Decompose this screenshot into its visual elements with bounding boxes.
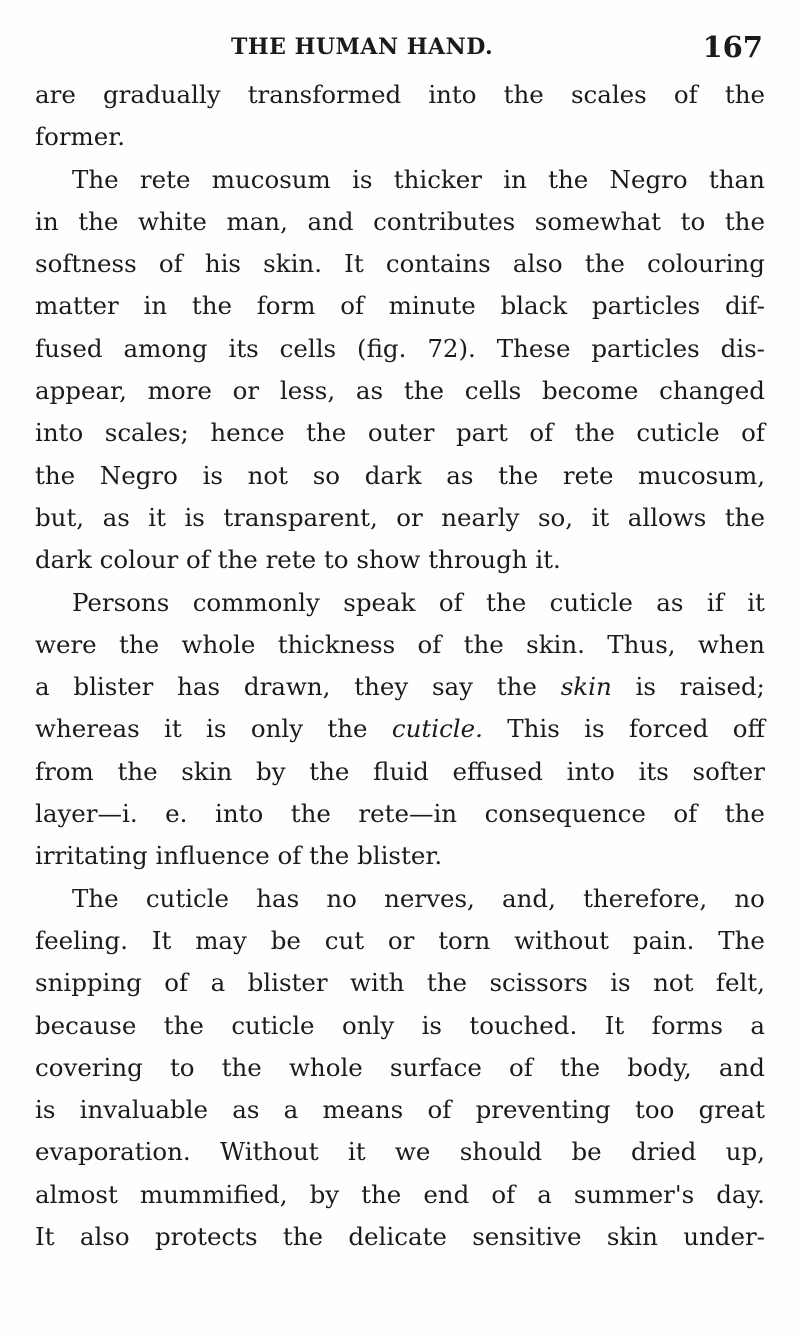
word: without [514,925,609,955]
word: white [137,206,207,236]
word: of [438,587,463,617]
word: it [164,714,182,744]
word: with [350,968,405,998]
word: colour [99,545,179,575]
word: speak [343,587,416,617]
word: the [463,629,504,659]
word: should [459,1137,543,1167]
text-line [35,1216,765,1258]
word: the [327,714,368,744]
word: in [503,164,527,194]
word: as [102,502,130,532]
word: allows [627,502,707,532]
word: The [72,164,119,194]
word: Negro [609,164,688,194]
word: blister. [357,841,443,871]
word: skin. [263,249,322,279]
word: invaluable [79,1095,208,1125]
word: in [35,206,59,236]
text-line [35,243,765,285]
word: e. [165,799,188,829]
word: the [498,460,539,490]
word: dif- [724,291,765,321]
word: less, [279,376,336,406]
word: The [718,925,765,955]
word: cuticle [231,1010,315,1040]
word: day. [716,1179,765,1209]
word: appear, [35,376,127,406]
word: and, [502,883,556,913]
word: from [35,756,94,786]
word: It [151,925,172,955]
word: as [656,587,684,617]
word: is [635,672,656,702]
word: the [117,756,158,786]
word: preventing [475,1095,611,1125]
word: no [734,883,765,913]
word: particles [591,291,701,321]
word: almost [35,1179,118,1209]
word: the [496,672,537,702]
word: cuticle [549,587,633,617]
word: drawn, [243,672,331,702]
text-line [35,708,765,750]
word: cut [324,925,365,955]
word: but, [35,502,85,532]
word: it [591,502,610,532]
running-title: THE HUMAN HAND. [231,34,494,60]
word: of [673,80,698,109]
word: skin. [526,629,585,659]
word: fluid [373,756,429,786]
word: scales [570,80,647,109]
word: a [283,1095,299,1125]
word: the [486,587,527,617]
word: off [732,714,765,744]
text-line [35,666,765,708]
word: consequence [484,799,646,829]
word: the [724,80,765,109]
word: into [214,799,264,829]
text-line [35,1174,765,1216]
word: influence [155,841,270,871]
word: dried [630,1137,697,1167]
word: a [35,672,50,702]
word: into [35,418,84,448]
word: the [426,968,468,998]
text-line [35,1047,765,1089]
word: has [177,672,221,702]
word: the [724,799,765,829]
word: These [496,333,571,363]
word: colouring [647,249,765,279]
word: of [491,1179,516,1209]
word: into [566,756,615,786]
word: raised; [679,672,765,702]
text-line [35,455,765,497]
word: It [344,249,364,279]
word: it [347,1137,366,1167]
text-line [35,201,765,243]
book-page [35,30,765,1258]
word: therefore, [583,883,708,913]
text-line [35,878,765,920]
text-line [35,751,765,793]
word: the [403,376,444,406]
word: because [35,1010,137,1040]
word: sensitive [472,1222,582,1252]
word: mucosum [211,164,331,194]
word: dark [364,460,422,490]
word: into [428,80,477,109]
word: scales; [104,418,189,448]
word: thickness [277,629,396,659]
word: rete [139,164,191,194]
word: be [270,925,301,955]
word [561,666,612,708]
word: the [306,418,347,448]
word: of [509,1052,533,1082]
word: is [35,1095,56,1125]
word: the [559,1052,601,1082]
word: the [221,1052,262,1082]
word: rete—in [358,799,458,829]
word: whole [288,1052,363,1082]
word: hence [210,418,285,448]
word: the [548,164,589,194]
word: a [210,968,226,998]
word: become [541,376,639,406]
italic-word: skin [560,672,612,702]
word: its [228,333,259,363]
word: (fig. [357,333,407,363]
word: to [680,206,706,236]
word: the [309,756,350,786]
word: of [277,841,302,871]
word: fused [35,333,103,363]
word: transparent, [223,502,378,532]
word: feeling. [35,925,128,955]
word: of [427,1095,452,1125]
word: the [503,80,544,109]
text-line [35,793,765,835]
word: means [322,1095,404,1125]
word: felt, [715,968,765,998]
word: and [718,1052,765,1082]
word: scissors [489,968,588,998]
word: of [164,968,189,998]
word: transformed [247,80,402,109]
word: the [163,1010,204,1040]
word: changed [659,376,765,406]
word: blister [73,672,154,702]
word: great [698,1095,765,1125]
word: the [191,291,232,321]
word: is [352,164,373,194]
word: the [361,1179,402,1209]
word: effused [452,756,543,786]
word: cuticle [636,418,720,448]
word: former. [35,122,126,152]
text-line [35,582,765,624]
word [392,708,483,750]
word: outer [367,418,435,448]
word: not [653,968,694,998]
word: rete [562,460,614,490]
word: Without [220,1137,319,1167]
word: the [724,206,765,236]
word: particles [591,333,700,363]
text-line [35,116,765,158]
text-line [35,328,765,370]
text-line [35,835,765,877]
word: has [256,883,300,913]
word: softer [692,756,765,786]
word: in [143,291,168,321]
word: contributes [373,206,516,236]
word: pain. [632,925,695,955]
word: it [148,502,166,532]
word: It [35,1222,55,1252]
word: be [571,1137,602,1167]
word: under- [683,1222,765,1252]
word: or [396,502,423,532]
word: is [184,502,205,532]
word: protects [154,1222,258,1252]
body-text [35,74,765,1258]
word: as [355,376,384,406]
word: matter [35,291,119,321]
text-line [35,285,765,327]
word: surface [389,1052,482,1082]
word: or [232,376,260,406]
word: are [35,80,76,109]
text-line [35,370,765,412]
text-line [35,159,765,201]
word: we [394,1137,431,1167]
word: only [250,714,304,744]
text-line [35,497,765,539]
word: the [78,206,119,236]
word: if [706,587,724,617]
word: part [455,418,508,448]
word: no [326,883,357,913]
word: forms [651,1010,723,1040]
word: is [202,460,223,490]
word: commonly [192,587,320,617]
word: It [604,1010,625,1040]
word: the [309,841,350,871]
word: the [574,418,615,448]
word: skin [606,1222,658,1252]
word: the [584,249,625,279]
word: black [500,291,568,321]
word: of [673,799,698,829]
word: so, [537,502,574,532]
word: to [169,1052,195,1082]
word: mummified, [139,1179,288,1209]
word: mucosum, [638,460,765,490]
word: may [195,925,247,955]
italic-word: cuticle. [391,714,483,744]
word: summer's [573,1179,695,1209]
word: minute [388,291,476,321]
word: contains [385,249,491,279]
word: This [507,714,560,744]
word: it. [535,545,561,575]
word: softness [35,249,137,279]
word: the [724,502,765,532]
word: delicate [348,1222,447,1252]
word: not [247,460,289,490]
word: the [290,799,331,829]
word: so [312,460,341,490]
word: covering [35,1052,143,1082]
word: skin [181,756,233,786]
text-line [35,920,765,962]
word: somewhat [534,206,662,236]
word: whole [181,629,256,659]
word: of [417,629,442,659]
word: dark [35,545,92,575]
word: the [282,1222,324,1252]
word: more [147,376,212,406]
word: or [387,925,415,955]
text-line [35,1005,765,1047]
word: cells [464,376,522,406]
word: his [204,249,242,279]
word: end [423,1179,470,1209]
word: by [256,756,286,786]
text-line [35,539,765,581]
word: thicker [393,164,482,194]
word: body, [627,1052,692,1082]
text-line [35,624,765,666]
word: and [307,206,354,236]
text-line [35,74,765,116]
word: of [186,545,210,575]
word: cuticle [145,883,230,913]
word: to [323,545,349,575]
word: also [512,249,563,279]
word: it [747,587,765,617]
word: touched. [469,1010,578,1040]
word: than [708,164,765,194]
word: its [638,756,669,786]
word: 72). [427,333,476,363]
word: Persons [72,587,170,617]
page-number: 167 [702,30,763,64]
word: of [741,418,765,448]
text-line [35,1131,765,1173]
word: of [340,291,365,321]
word: of [158,249,183,279]
word: Negro [99,460,178,490]
word: among [123,333,208,363]
word: a [750,1010,765,1040]
running-head [35,30,765,70]
word: show [356,545,421,575]
word: blister [247,968,328,998]
word: the [35,460,76,490]
word: is [421,1010,443,1040]
word: is [206,714,227,744]
word: too [634,1095,675,1125]
word: of [529,418,554,448]
word: up, [725,1137,765,1167]
word: The [72,883,119,913]
word: form [256,291,316,321]
text-line [35,962,765,1004]
word: is [584,714,605,744]
word: cells [279,333,337,363]
word: they [354,672,409,702]
word: rete [265,545,317,575]
word: dis- [720,333,765,363]
word: forced [628,714,709,744]
word: were [35,629,97,659]
word: only [341,1010,395,1040]
word: gradually [102,80,221,109]
word: Thus, [607,629,676,659]
word: the [119,629,160,659]
text-line [35,1089,765,1131]
word: a [537,1179,552,1209]
word: irritating [35,841,148,871]
word: is [610,968,631,998]
word: say [431,672,474,702]
word: through [428,545,528,575]
word: whereas [35,714,140,744]
word: nearly [441,502,520,532]
word: torn [438,925,491,955]
text-line [35,412,765,454]
word: as [232,1095,260,1125]
word: layer—i. [35,799,138,829]
word: also [79,1222,130,1252]
word: nerves, [384,883,475,913]
word: the [217,545,258,575]
word: by [309,1179,340,1209]
word: evaporation. [35,1137,191,1167]
word: as [446,460,474,490]
word: snipping [35,968,142,998]
word: man, [226,206,288,236]
word: when [697,629,765,659]
